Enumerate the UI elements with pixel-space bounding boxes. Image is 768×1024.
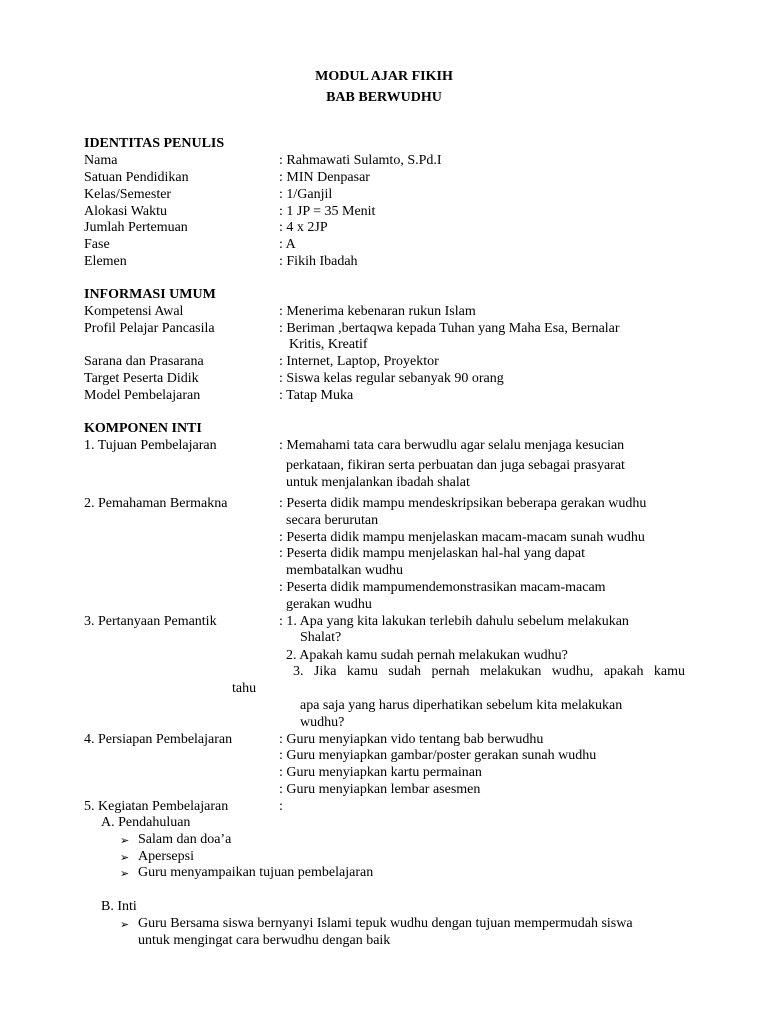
pemahaman-line: gerakan wudhu <box>286 597 372 612</box>
field-label: Target Peserta Didik <box>84 371 199 386</box>
pertanyaan-justified-line <box>293 664 685 680</box>
word: Jika <box>313 664 337 679</box>
field-value: : MIN Denpasar <box>279 170 370 185</box>
pemahaman-line: : Peserta didik mampu menjelaskan hal-hal yang dapat <box>279 546 585 561</box>
word: apakah <box>603 664 644 679</box>
field-label: Sarana dan Prasarana <box>84 354 204 369</box>
field-value: : A <box>279 237 296 252</box>
field-value: : 1/Ganjil <box>279 187 333 202</box>
item-label-persiapan: 4. Persiapan Pembelajaran <box>84 732 233 747</box>
field-label: Kompetensi Awal <box>84 304 184 319</box>
pertanyaan-wrapped-word: tahu <box>232 681 257 696</box>
subheading-pendahuluan: A. Pendahuluan <box>101 815 191 830</box>
item-label-tujuan: 1. Tujuan Pembelajaran <box>84 438 217 453</box>
field-label: Kelas/Semester <box>84 187 172 202</box>
word: kamu <box>346 664 378 679</box>
word: pernah <box>431 664 470 679</box>
field-value: : Beriman ,bertaqwa kepada Tuhan yang Maha Esa, Bernalar <box>279 321 620 336</box>
field-value: : Rahmawati Sulamto, S.Pd.I <box>279 153 442 168</box>
word: 3. <box>293 664 304 679</box>
word: sudah <box>388 664 422 679</box>
persiapan-line: : Guru menyiapkan gambar/poster gerakan sunah wudhu <box>279 748 597 763</box>
pemahaman-line: : Peserta didik mampu mendeskripsikan beberapa gerakan wudhu <box>279 496 647 511</box>
arrow-bullet-icon: ➢ <box>120 918 130 931</box>
list-item-text: Apersepsi <box>138 849 194 864</box>
list-item <box>120 865 373 882</box>
list-item <box>120 916 633 933</box>
item-label-pemahaman: 2. Pemahaman Bermakna <box>84 496 228 511</box>
pemahaman-line: membatalkan wudhu <box>286 563 404 578</box>
word: kamu <box>653 664 685 679</box>
field-value-continued: Kritis, Kreatif <box>289 337 368 352</box>
arrow-bullet-icon: ➢ <box>120 851 130 864</box>
kegiatan-colon: : <box>279 799 283 814</box>
arrow-bullet-icon: ➢ <box>120 867 130 880</box>
pertanyaan-line: wudhu? <box>300 715 345 730</box>
arrow-bullet-icon: ➢ <box>120 834 130 847</box>
field-label: Jumlah Pertemuan <box>84 220 188 235</box>
section-heading-komponen: KOMPONEN INTI <box>84 421 202 436</box>
field-value: : Fikih Ibadah <box>279 254 358 269</box>
field-value: : 1 JP = 35 Menit <box>279 204 376 219</box>
subheading-inti: B. Inti <box>101 899 137 914</box>
field-value: : Tatap Muka <box>279 388 354 403</box>
field-label: Fase <box>84 237 110 252</box>
list-item-text: Guru Bersama siswa bernyanyi Islami tepuk wudhu dengan tujuan mempermudah siswa <box>138 916 633 931</box>
document-subtitle: BAB BERWUDHU <box>326 90 442 105</box>
pertanyaan-line: : 1. Apa yang kita lakukan terlebih dahulu sebelum melakukan <box>279 614 629 629</box>
field-label: Model Pembelajaran <box>84 388 201 403</box>
persiapan-line: : Guru menyiapkan lembar asesmen <box>279 782 481 797</box>
list-item-text: Guru menyampaikan tujuan pembelajaran <box>138 865 374 880</box>
pemahaman-line: : Peserta didik mampu menjelaskan macam-macam sunah wudhu <box>279 530 645 545</box>
field-label: Elemen <box>84 254 127 269</box>
tujuan-line: untuk menjalankan ibadah shalat <box>286 475 470 490</box>
list-item <box>120 849 194 866</box>
tujuan-line: : Memahami tata cara berwudlu agar selalu menjaga kesucian <box>279 438 625 453</box>
word: melakukan <box>479 664 542 679</box>
pertanyaan-line: 2. Apakah kamu sudah pernah melakukan wudhu? <box>286 648 568 663</box>
field-label: Profil Pelajar Pancasila <box>84 321 215 336</box>
pertanyaan-line: Shalat? <box>300 630 342 645</box>
field-label: Satuan Pendidikan <box>84 170 189 185</box>
field-value: : Internet, Laptop, Proyektor <box>279 354 439 369</box>
document-title: MODUL AJAR FIKIH <box>315 69 453 84</box>
pemahaman-line: : Peserta didik mampumendemonstrasikan macam-macam <box>279 580 606 595</box>
field-value: : Siswa kelas regular sebanyak 90 orang <box>279 371 504 386</box>
word: wudhu, <box>551 664 594 679</box>
field-value: : 4 x 2JP <box>279 220 328 235</box>
list-item-text-continued: untuk mengingat cara berwudhu dengan baik <box>138 933 391 948</box>
field-value: : Menerima kebenaran rukun Islam <box>279 304 476 319</box>
field-label: Nama <box>84 153 118 168</box>
item-label-pertanyaan: 3. Pertanyaan Pemantik <box>84 614 217 629</box>
pemahaman-line: secara berurutan <box>286 513 379 528</box>
field-label: Alokasi Waktu <box>84 204 167 219</box>
persiapan-line: : Guru menyiapkan kartu permainan <box>279 765 482 780</box>
tujuan-line: perkataan, fikiran serta perbuatan dan juga sebagai prasyarat <box>286 458 625 473</box>
section-heading-identitas: IDENTITAS PENULIS <box>84 136 225 151</box>
list-item-text: Salam dan doa’a <box>138 832 232 847</box>
persiapan-line: : Guru menyiapkan vido tentang bab berwudhu <box>279 732 544 747</box>
pertanyaan-line: apa saja yang harus diperhatikan sebelum kita melakukan <box>300 698 623 713</box>
section-heading-informasi: INFORMASI UMUM <box>84 287 216 302</box>
item-label-kegiatan: 5. Kegiatan Pembelajaran <box>84 799 229 814</box>
list-item <box>120 832 231 849</box>
